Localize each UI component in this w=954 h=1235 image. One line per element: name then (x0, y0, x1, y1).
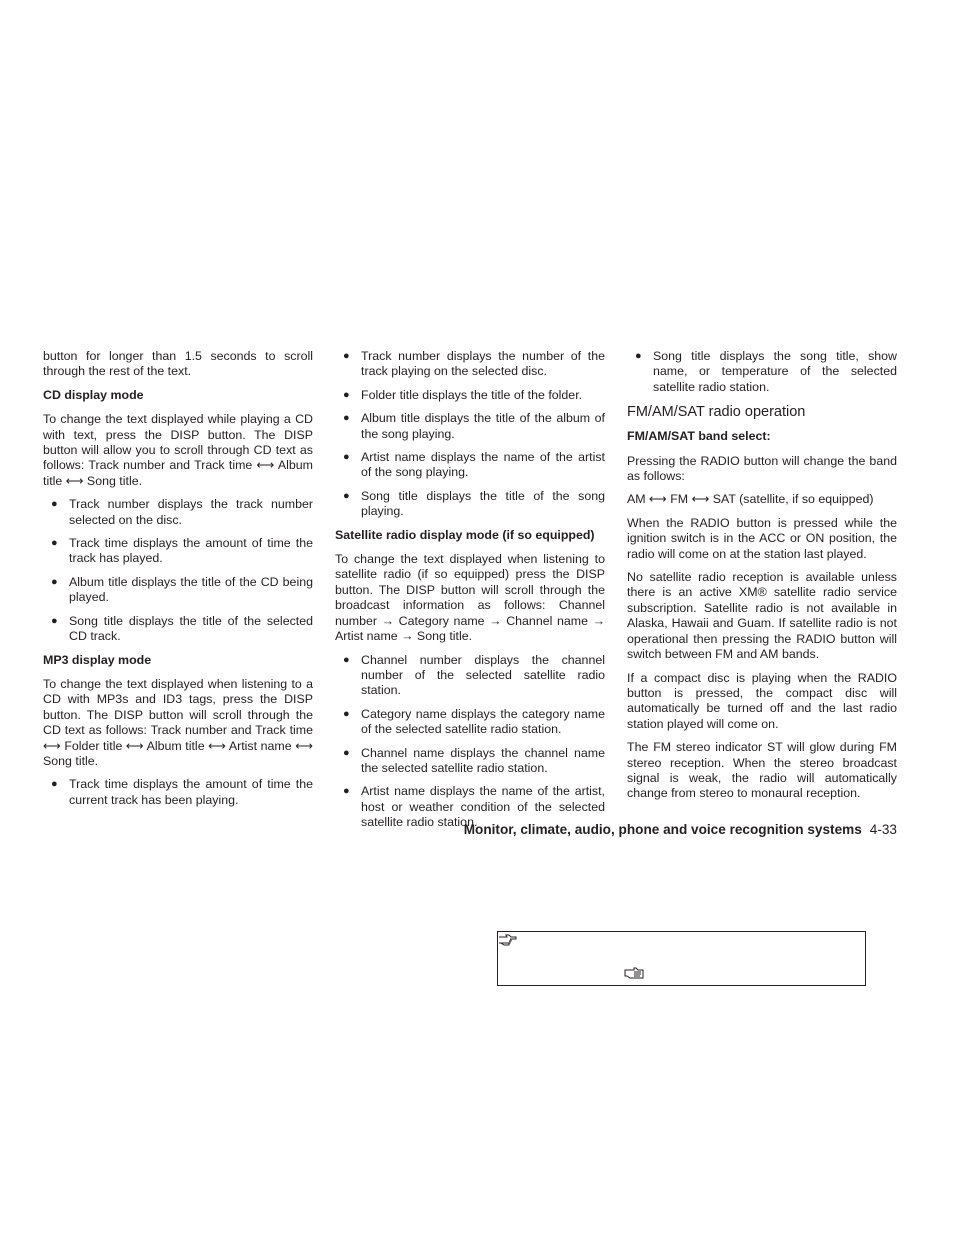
footer-chapter-title: Monitor, climate, audio, phone and voice recognition systems (463, 822, 862, 837)
cd-display-heading: CD display mode (43, 387, 144, 402)
bullet-icon: ● (343, 746, 350, 759)
satellite-display-heading: Satellite radio display mode (if so equipped) (335, 527, 595, 542)
bullet-icon: ● (343, 388, 350, 401)
satellite-display-paragraph: To change the text displayed when listening to satellite radio (if so equipped) press the DISP button. The DISP button will scroll through the broadcast information as follows: Channel number → Category name → Channel name → Artist name → Song title. (335, 552, 605, 644)
bullet-icon: ● (343, 707, 350, 720)
list-item: ● Folder title displays the title of the folder. (343, 387, 583, 402)
pointing-hand-icon (498, 933, 518, 946)
bullet-icon: ● (343, 489, 350, 502)
pointing-hand-icon (624, 967, 644, 980)
cd-display-paragraph: To change the text displayed while playing a CD with text, press the DISP button. The DISP button will allow you to scroll through CD text as follows: Track number and Track time ⟷ Album title ⟷ Song title. (43, 412, 313, 488)
mp3-bullet-list-continued (335, 349, 605, 520)
list-item: ● Artist name displays the name of the artist of the song playing. (343, 450, 605, 480)
bullet-icon: ● (343, 412, 350, 425)
bullet-icon: ● (51, 575, 58, 588)
radio-paragraph-2: No satellite radio reception is available unless there is an active XM® satellite radio service subscription. Satellite radio is not available in Alaska, Hawaii and Guam. If satellite radio is not operational then pressing the RADIO button will switch between FM and AM bands. (627, 570, 897, 662)
radio-paragraph-4: The FM stereo indicator ST will glow during FM stereo reception. When the stereo broadcast signal is weak, the radio will automatically change from stereo to monaural reception. (627, 740, 897, 801)
bullet-icon: ● (51, 778, 58, 791)
note-box (497, 931, 866, 986)
cd-bullet-list (43, 497, 313, 644)
radio-operation-section-title: FM/AM/SAT radio operation (627, 404, 806, 421)
list-item: ● Song title displays the title of the selected CD track. (51, 613, 313, 644)
list-item: ● Track number displays the number of the track playing on the selected disc. (343, 349, 605, 379)
radio-paragraph-3: If a compact disc is playing when the RADIO button is pressed, the compact disc will automatically be turned off and the last radio station played will come on. (627, 670, 897, 731)
bullet-icon: ● (51, 498, 58, 511)
list-item: ● Channel number displays the channel number of the selected satellite radio station. (343, 652, 605, 698)
list-item: ● Artist name displays the name of the artist, host or weather condition of the selected satellite radio station. (343, 784, 605, 830)
bullet-icon: ● (343, 350, 350, 362)
radio-paragraph-1: When the RADIO button is pressed while the ignition switch is in the ACC or ON position, the radio will come on at the station last played. (627, 515, 897, 561)
page-footer (464, 822, 897, 837)
mp3-display-heading: MP3 display mode (43, 652, 152, 667)
bullet-icon: ● (343, 451, 350, 464)
bullet-icon: ● (635, 350, 642, 362)
list-item: ● Song title displays the title of the song playing. (343, 488, 605, 519)
column-middle (335, 349, 605, 839)
list-item: ● Track number displays the track number selected on the disc. (51, 497, 313, 527)
band-select-paragraph: Pressing the RADIO button will change the band as follows: (627, 453, 897, 484)
list-item: ● Album title displays the title of the CD being played. (51, 574, 313, 605)
list-item: ● Category name displays the category name of the selected satellite radio station. (343, 706, 605, 737)
list-item: ● Album title displays the title of the album of the song playing. (343, 411, 605, 441)
column-right (627, 349, 897, 810)
list-item: ● Song title displays the song title, show name, or temperature of the selected satellite radio station. (635, 349, 897, 394)
mp3-bullet-list (43, 777, 313, 808)
list-item: ● Channel name displays the channel name the selected satellite radio station. (343, 745, 605, 775)
mp3-display-paragraph: To change the text displayed when listening to a CD with MP3s and ID3 tags, press the DISP button. The DISP button will scroll through the CD text as follows: Track number and Track time ⟷ Folder title ⟷ Album title ⟷ Artist name ⟷ Song title. (43, 676, 313, 768)
band-sequence: AM ⟷ FM ⟷ SAT (satellite, if so equipped) (627, 492, 874, 507)
bullet-icon: ● (343, 653, 350, 666)
list-item: ● Track time displays the amount of time the track has played. (51, 536, 313, 566)
page-number: 4-33 (869, 822, 897, 837)
band-select-heading: FM/AM/SAT band select: (627, 429, 771, 444)
bullet-icon: ● (51, 614, 58, 627)
bullet-icon: ● (51, 537, 58, 550)
list-item: ● Track time displays the amount of time the current track has been playing. (51, 777, 313, 807)
bullet-icon: ● (343, 785, 350, 798)
satellite-bullet-list (335, 653, 605, 831)
intro-text: button for longer than 1.5 seconds to scroll through the rest of the text. (43, 349, 313, 379)
column-left (43, 349, 313, 816)
satellite-bullet-list-continued (627, 349, 897, 395)
